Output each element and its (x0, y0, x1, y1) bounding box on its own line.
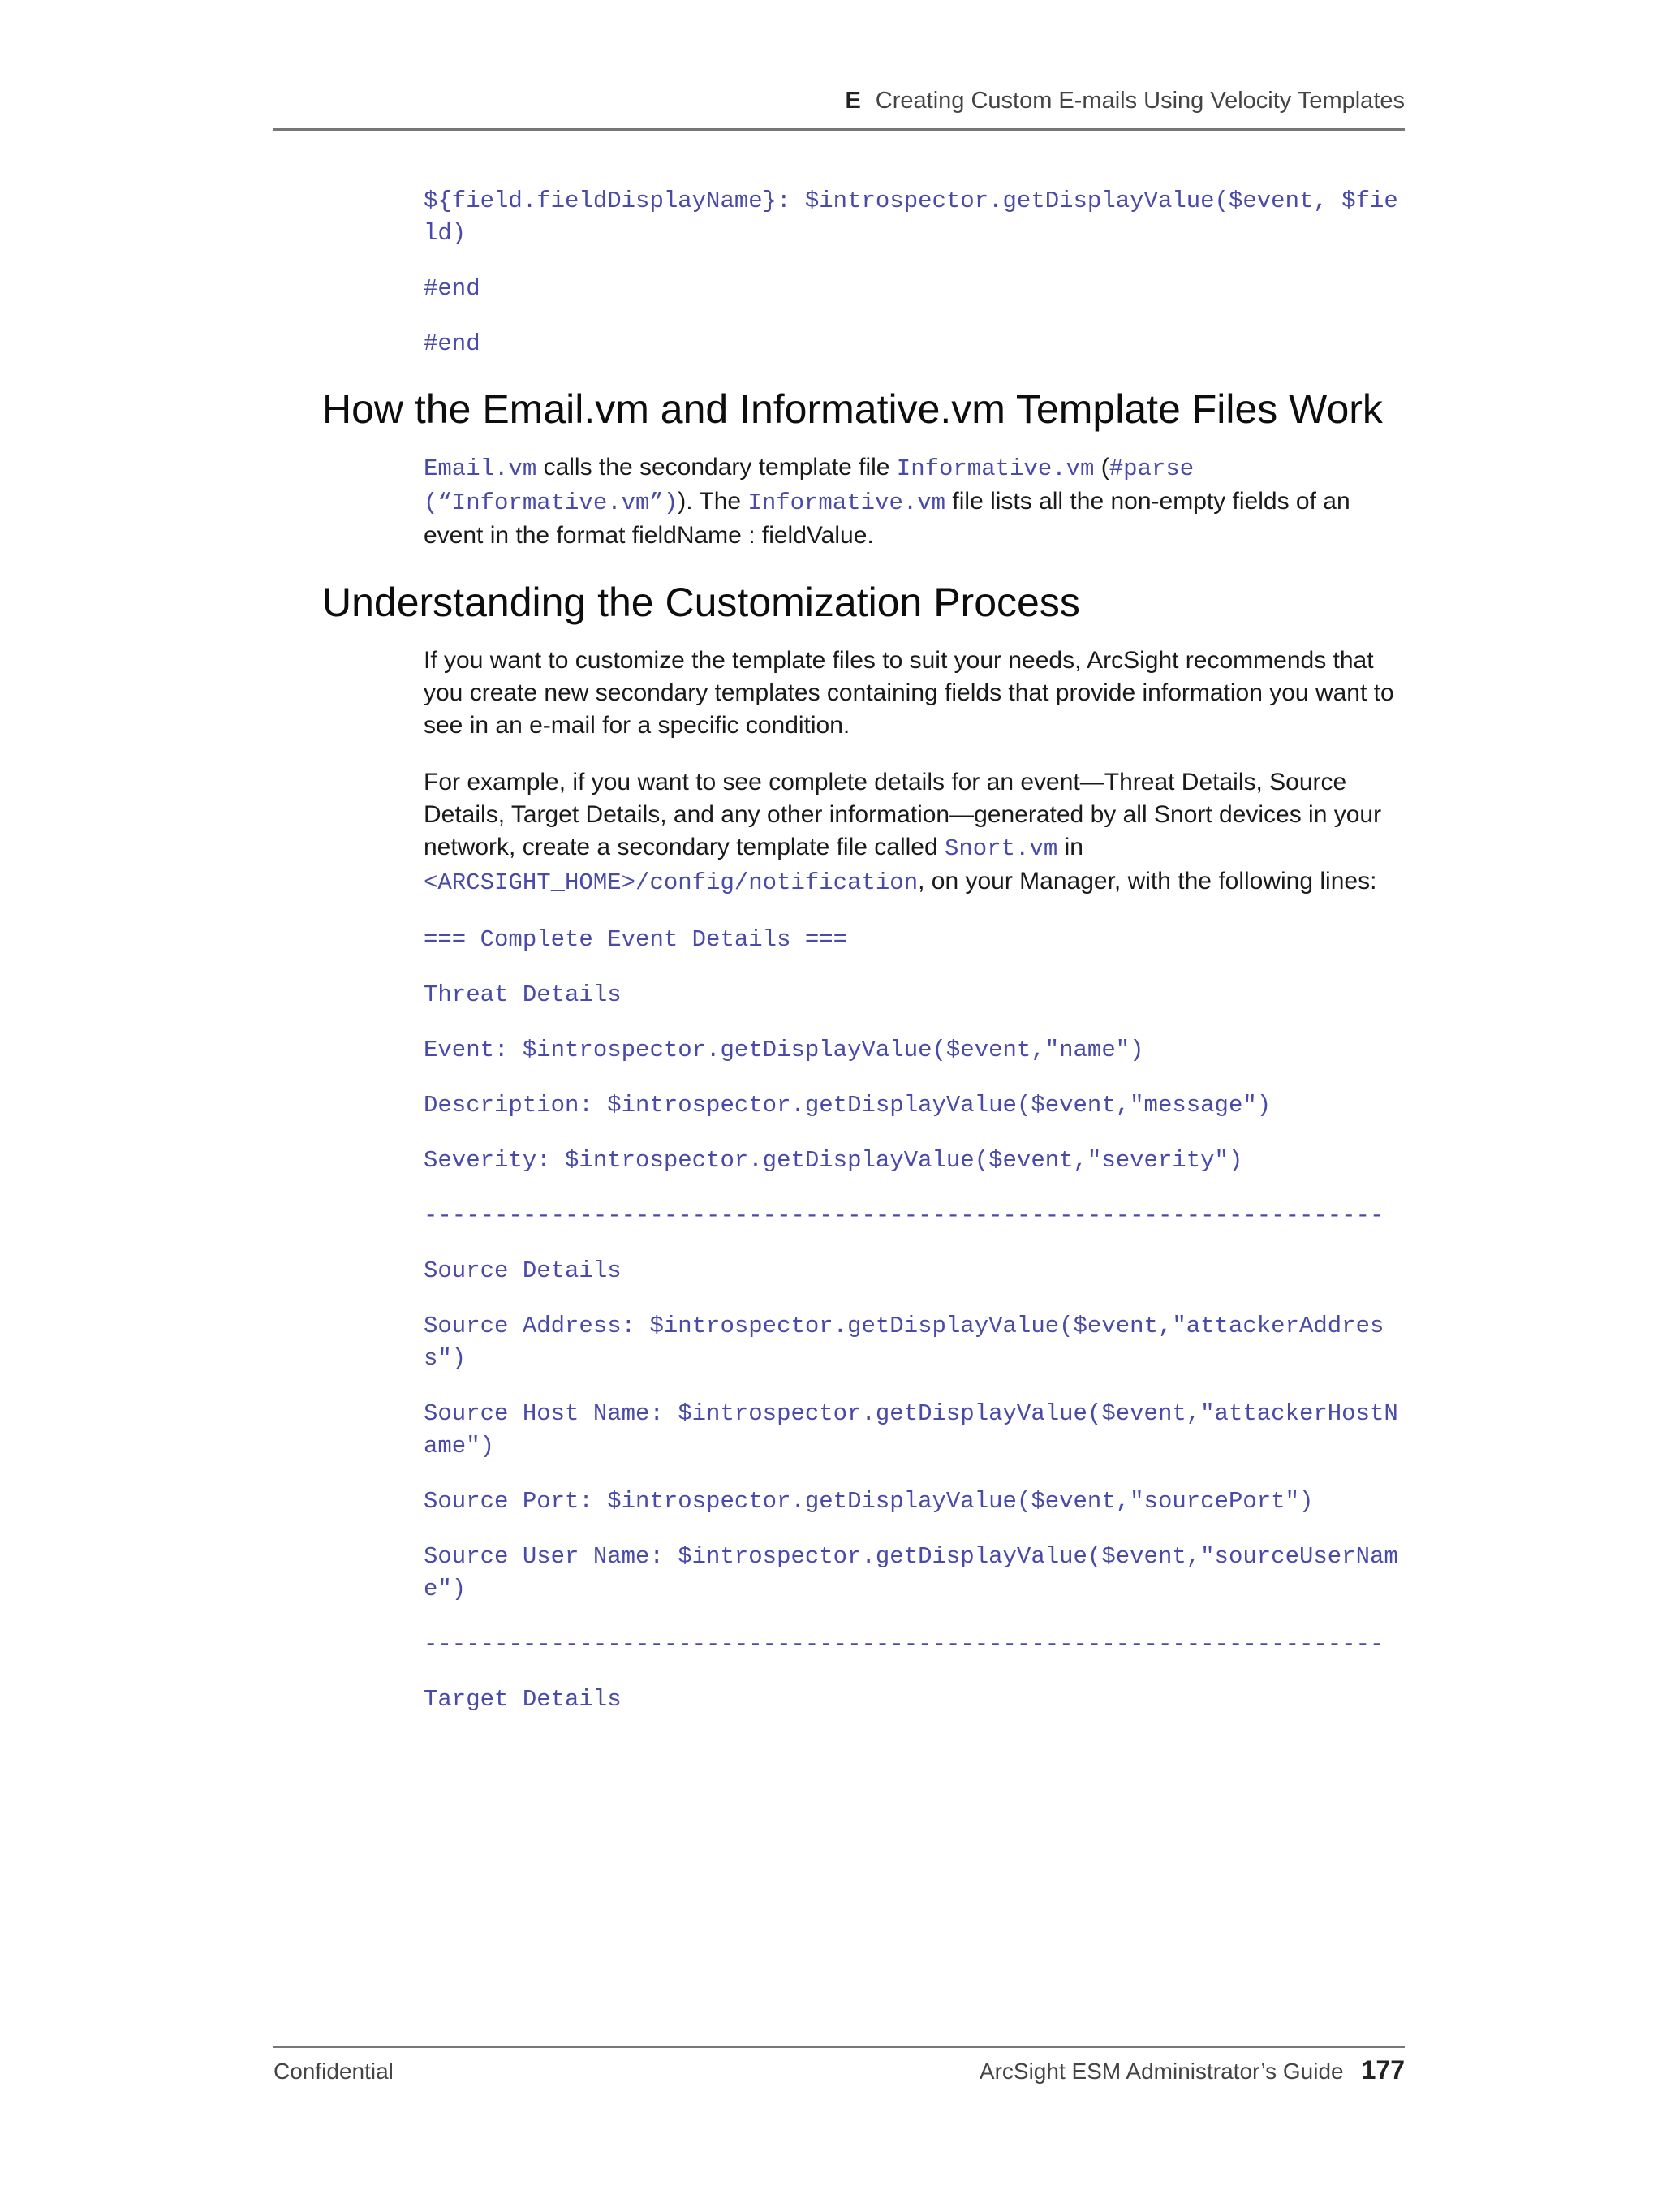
code-line: Source Address: $introspector.getDisplayValue($event,"attackerAddress") (424, 1313, 1384, 1372)
inline-code: Snort.vm (945, 835, 1058, 862)
code-separator: -------------------------------------------------------------------- (424, 1202, 1384, 1229)
guide-title: ArcSight ESM Administrator’s Guide (979, 2059, 1344, 2084)
code-line: Source Details (424, 1257, 622, 1284)
section-heading-customization: Understanding the Customization Process (322, 580, 1080, 625)
code-line: Description: $introspector.getDisplayValue($event,"message") (424, 1092, 1272, 1119)
text: calls the secondary template file (536, 454, 897, 481)
text: For example, if you want to see complete details for an event—Threat Details, Source Details, Target Details, and any other information—generated by all Snort devices in your network, create a secondary template file called (424, 769, 1382, 860)
page-content (273, 185, 1405, 1739)
paragraph-customization: If you want to customize the template files to suit your needs, ArcSight recommends that you create new secondary templates containing fields that provide information you want to see in an e-mail for a specific condition. (424, 647, 1394, 739)
code-line: Threat Details (424, 981, 622, 1008)
code-line: Severity: $introspector.getDisplayValue($event,"severity") (424, 1147, 1243, 1174)
text: , on your Manager, with the following lines: (918, 868, 1377, 895)
footer-divider (273, 2046, 1405, 2048)
inline-code: <ARCSIGHT_HOME>/config/notification (424, 869, 919, 896)
code-line: Event: $introspector.getDisplayValue($event,"name") (424, 1037, 1144, 1063)
page-number: 177 (1361, 2055, 1405, 2085)
code-line: #end (424, 275, 480, 302)
code-line: ${field.fieldDisplayName}: $introspector.getDisplayValue($event, $field) (424, 188, 1398, 247)
code-separator: -------------------------------------------------------------------- (424, 1631, 1384, 1658)
inline-code: Informative.vm (896, 455, 1095, 482)
footer-confidential: Confidential (273, 2059, 394, 2084)
inline-code: Informative.vm (747, 489, 946, 516)
text: file lists all the non-empty fields of an event in the format fieldName : fieldValue. (424, 488, 1350, 549)
section-heading-template-files: How the Email.vm and Informative.vm Template Files Work (322, 386, 1383, 432)
code-line: Target Details (424, 1686, 622, 1713)
footer-guide (980, 2055, 1405, 2085)
code-line: === Complete Event Details === (424, 926, 848, 953)
text: ). The (678, 488, 748, 515)
paragraph-example (424, 766, 1405, 899)
code-line: Source Host Name: $introspector.getDisplayValue($event,"attackerHostName") (424, 1400, 1398, 1460)
text: ( (1094, 454, 1109, 481)
code-line: #end (424, 330, 480, 357)
appendix-letter: E (845, 88, 861, 114)
paragraph-template-files (424, 451, 1405, 552)
code-line: Source User Name: $introspector.getDisplayValue($event,"sourceUserName") (424, 1543, 1398, 1602)
text: in (1057, 834, 1083, 860)
header-divider (273, 128, 1405, 131)
code-line: Source Port: $introspector.getDisplayValue($event,"sourcePort") (424, 1488, 1314, 1515)
inline-code: #parse (“Informative.vm”) (424, 455, 1195, 516)
chapter-title: Creating Custom E-mails Using Velocity Templates (875, 88, 1405, 114)
running-header (273, 88, 1405, 114)
inline-code: Email.vm (424, 455, 537, 482)
